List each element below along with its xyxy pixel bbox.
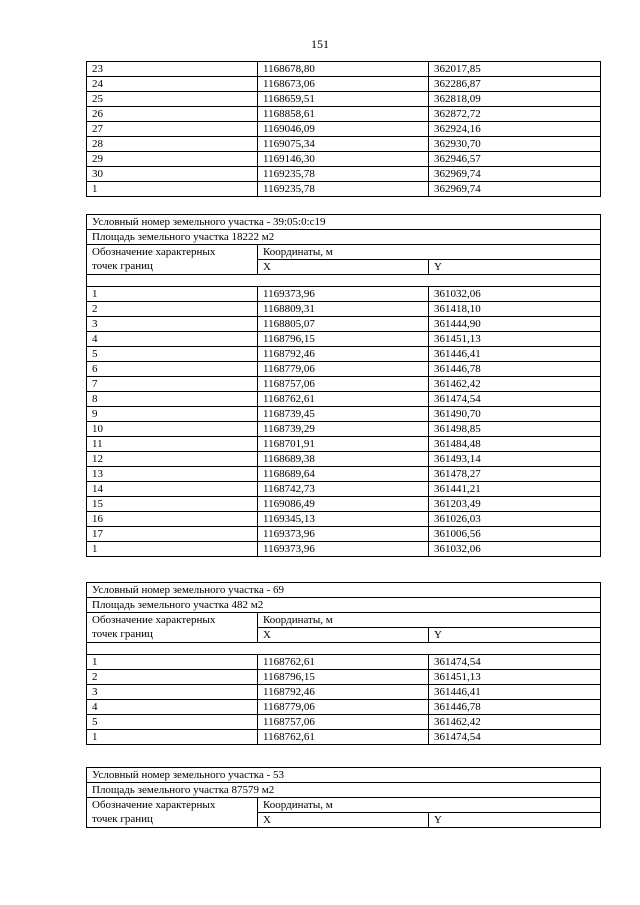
point-number: 3 [87,317,258,332]
coord-y: 362969,74 [429,167,601,182]
table-row [87,287,601,302]
point-number: 2 [87,302,258,317]
parcel-area: Площадь земельного участка 482 м2 [87,598,601,613]
coord-y: 361006,56 [429,527,601,542]
table-row [87,362,601,377]
parcel-table-39-05-0-c19 [86,214,601,557]
table-row [87,512,601,527]
coord-x: 1168792,46 [258,685,429,700]
point-number: 5 [87,715,258,730]
table-row [87,347,601,362]
header-row [87,798,601,813]
header-row [87,813,601,828]
point-number: 11 [87,437,258,452]
header-x: X [258,628,429,643]
coord-y: 361462,42 [429,715,601,730]
table-row [87,377,601,392]
point-number: 17 [87,527,258,542]
parcel-area: Площадь земельного участка 18222 м2 [87,230,601,245]
table-row [87,497,601,512]
table-row [87,167,601,182]
page-number: 151 [311,37,329,51]
table-row [87,392,601,407]
header-points-label: Обозначение характерных [87,245,258,260]
table-row [87,137,601,152]
point-number: 9 [87,407,258,422]
coord-y: 361441,21 [429,482,601,497]
header-points-label: Обозначение характерных [87,613,258,628]
parcel-title-row [87,215,601,230]
parcel-title: Условный номер земельного участка - 39:05:0:c19 [87,215,601,230]
coord-y: 361032,06 [429,542,601,557]
coord-x: 1168779,06 [258,362,429,377]
header-x: X [258,813,429,828]
point-number: 30 [87,167,258,182]
coord-y: 362946,57 [429,152,601,167]
coord-x: 1169075,34 [258,137,429,152]
coord-x: 1168805,07 [258,317,429,332]
table-row [87,542,601,557]
table-row [87,317,601,332]
header-row [87,260,601,275]
parcel-table-69 [86,582,601,745]
header-coordinates-label: Координаты, м [258,245,601,260]
point-number: 8 [87,392,258,407]
table-row [87,62,601,77]
header-x: X [258,260,429,275]
point-number: 5 [87,347,258,362]
table-row [87,152,601,167]
coord-x: 1168809,31 [258,302,429,317]
table-row [87,77,601,92]
table-row [87,685,601,700]
point-number: 1 [87,182,258,197]
point-number: 10 [87,422,258,437]
point-number: 3 [87,685,258,700]
coord-x: 1168673,06 [258,77,429,92]
coord-y: 362286,87 [429,77,601,92]
table-row [87,730,601,745]
coord-x: 1168762,61 [258,730,429,745]
coord-y: 362969,74 [429,182,601,197]
point-number: 6 [87,362,258,377]
coord-y: 361474,54 [429,392,601,407]
coordinates-table-continued [86,61,601,197]
coord-x: 1168742,73 [258,482,429,497]
header-row [87,613,601,628]
coord-y: 361493,14 [429,452,601,467]
table-row [87,182,601,197]
table-row [87,482,601,497]
point-number: 26 [87,107,258,122]
point-number: 1 [87,655,258,670]
point-number: 28 [87,137,258,152]
coord-x: 1169235,78 [258,167,429,182]
table-row [87,107,601,122]
parcel-title: Условный номер земельного участка - 53 [87,768,601,783]
point-number: 1 [87,730,258,745]
point-number: 14 [87,482,258,497]
header-points-label-cont: точек границ [87,260,258,275]
point-number: 4 [87,700,258,715]
header-row [87,628,601,643]
coord-x: 1169046,09 [258,122,429,137]
point-number: 29 [87,152,258,167]
coord-y: 361032,06 [429,287,601,302]
coord-y: 362017,85 [429,62,601,77]
point-number: 15 [87,497,258,512]
parcel-table-53 [86,767,601,828]
point-number: 25 [87,92,258,107]
coord-y: 361451,13 [429,670,601,685]
table-row [87,422,601,437]
parcel-area-row [87,230,601,245]
point-number: 27 [87,122,258,137]
header-y: Y [429,628,601,643]
parcel-area-row [87,783,601,798]
parcel-title: Условный номер земельного участка - 69 [87,583,601,598]
coord-x: 1169146,30 [258,152,429,167]
coord-x: 1169373,96 [258,287,429,302]
header-coordinates-label: Координаты, м [258,798,601,813]
coord-y: 361446,78 [429,362,601,377]
coord-y: 361490,70 [429,407,601,422]
coord-x: 1168858,61 [258,107,429,122]
coord-y: 361484,48 [429,437,601,452]
parcel-area-row [87,598,601,613]
coord-y: 362872,72 [429,107,601,122]
coord-x: 1168757,06 [258,715,429,730]
coord-x: 1168659,51 [258,92,429,107]
coord-y: 361474,54 [429,730,601,745]
table-row [87,670,601,685]
point-number: 7 [87,377,258,392]
header-points-label-cont: точек границ [87,628,258,643]
coord-y: 362818,09 [429,92,601,107]
coord-y: 361462,42 [429,377,601,392]
point-number: 1 [87,287,258,302]
table-row [87,700,601,715]
table-row [87,122,601,137]
coord-y: 361418,10 [429,302,601,317]
table-row [87,302,601,317]
point-number: 13 [87,467,258,482]
point-number: 16 [87,512,258,527]
parcel-title-row [87,768,601,783]
coord-x: 1169086,49 [258,497,429,512]
table-row [87,467,601,482]
coord-x: 1169235,78 [258,182,429,197]
blank-row [87,275,601,287]
coord-y: 361444,90 [429,317,601,332]
parcel-area: Площадь земельного участка 87579 м2 [87,783,601,798]
table-row [87,655,601,670]
header-coordinates-label: Координаты, м [258,613,601,628]
coord-x: 1168762,61 [258,392,429,407]
coord-x: 1169373,96 [258,527,429,542]
coord-x: 1169345,13 [258,512,429,527]
point-number: 12 [87,452,258,467]
point-number: 4 [87,332,258,347]
header-y: Y [429,260,601,275]
point-number: 24 [87,77,258,92]
coord-x: 1168796,15 [258,670,429,685]
coord-y: 361446,78 [429,700,601,715]
table-row [87,407,601,422]
header-row [87,245,601,260]
table-row [87,452,601,467]
coord-y: 361026,03 [429,512,601,527]
point-number: 2 [87,670,258,685]
coord-y: 361446,41 [429,685,601,700]
coord-x: 1168792,46 [258,347,429,362]
coord-x: 1168689,38 [258,452,429,467]
header-points-label: Обозначение характерных [87,798,258,813]
blank-row [87,643,601,655]
point-number: 1 [87,542,258,557]
coord-x: 1168757,06 [258,377,429,392]
coord-x: 1168796,15 [258,332,429,347]
coord-x: 1169373,96 [258,542,429,557]
table-row [87,332,601,347]
coord-y: 361478,27 [429,467,601,482]
coord-x: 1168701,91 [258,437,429,452]
table-row [87,527,601,542]
coord-y: 362924,16 [429,122,601,137]
header-y: Y [429,813,601,828]
table-row [87,715,601,730]
table-row [87,437,601,452]
coord-y: 362930,70 [429,137,601,152]
table-row [87,92,601,107]
coord-x: 1168779,06 [258,700,429,715]
header-points-label-cont: точек границ [87,813,258,828]
coord-x: 1168762,61 [258,655,429,670]
parcel-title-row [87,583,601,598]
coord-x: 1168739,29 [258,422,429,437]
coord-y: 361451,13 [429,332,601,347]
coord-y: 361498,85 [429,422,601,437]
coord-y: 361203,49 [429,497,601,512]
coord-x: 1168678,80 [258,62,429,77]
coord-y: 361446,41 [429,347,601,362]
coord-x: 1168739,45 [258,407,429,422]
coord-y: 361474,54 [429,655,601,670]
point-number: 23 [87,62,258,77]
coord-x: 1168689,64 [258,467,429,482]
